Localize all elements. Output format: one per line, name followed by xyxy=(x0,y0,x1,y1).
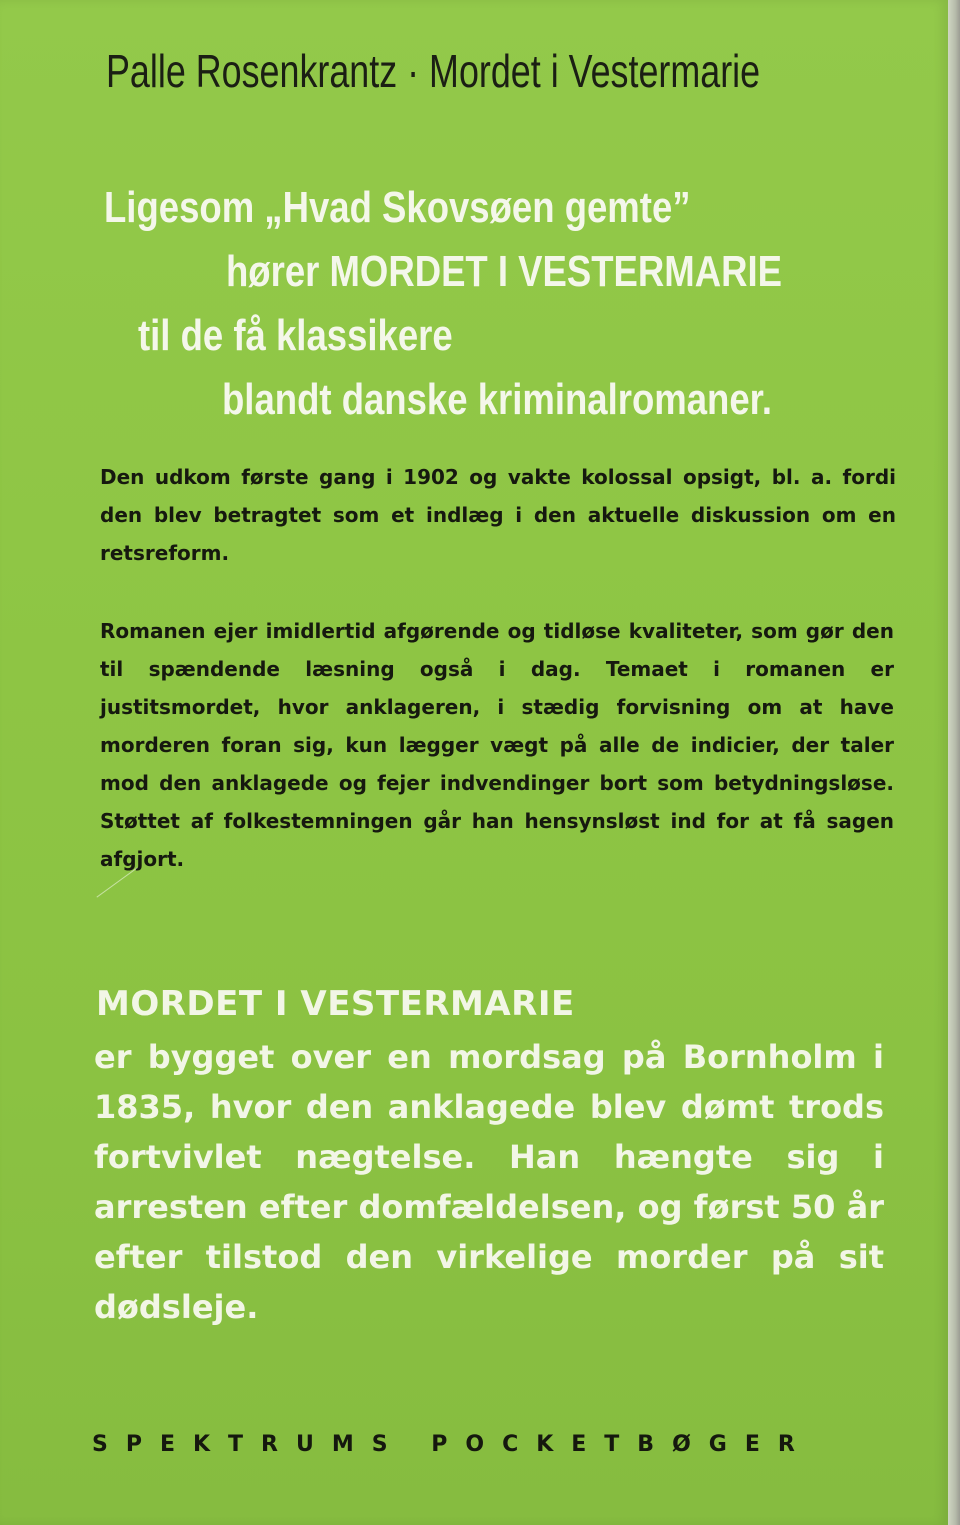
blurb-paragraph-2: Romanen ejer imidlertid afgørende og tidløse kvaliteter, som gør den til spændende læsning også i dag. Temaet i romanen er justitsmordet, hvor anklageren, i stædig forvisning om at have morderen foran sig, kun lægger vægt på alle de indicier, der taler mod den anklagede og fejer indvendinger bort som betydningsløse. Støttet af folkestemningen går han hensynsløst ind for at få sagen afgjort. xyxy=(100,619,894,871)
author-title-header: Palle Rosenkrantz · Mordet i Vestermarie xyxy=(106,45,761,97)
book-summary-paragraph: er bygget over en mordsag på Bornholm i 1835, hvor den anklagede blev dømt trods fortvivlet nægtelse. Han hængte sig i arresten efter domfældelsen, og først 50 år efter tilstod den virkelige morder på sit dødsleje. xyxy=(94,1038,884,1326)
blurb-paragraph-1: Den udkom første gang i 1902 og vakte kolossal opsigt, bl. a. fordi den blev betragtet som et indlæg i den aktuelle diskussion om en retsreform. xyxy=(100,465,896,565)
quote-line-4: blandt danske kriminalromaner. xyxy=(222,375,773,424)
book-title-heading: MORDET I VESTERMARIE xyxy=(96,984,575,1024)
book-page-edge xyxy=(948,0,960,1525)
publisher-series-label: SPEKTRUMS POCKETBØGER xyxy=(92,1432,813,1457)
quote-line-2: hører MORDET I VESTERMARIE xyxy=(226,247,782,296)
quote-line-3: til de få klassikere xyxy=(138,311,453,360)
quote-line-1: Ligesom „Hvad Skovsøen gemte” xyxy=(104,183,691,232)
